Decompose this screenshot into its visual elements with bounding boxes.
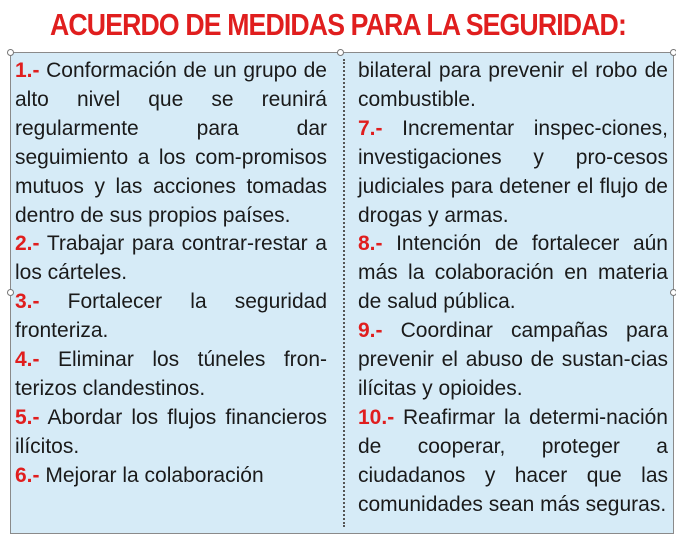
item-number: 8.-	[358, 232, 383, 256]
item-number: 1.-	[15, 59, 40, 82]
resize-handle-top-middle[interactable]	[337, 49, 344, 56]
list-item	[15, 462, 327, 491]
item-number: 9.-	[358, 319, 383, 343]
item-text: Incrementar inspec-ciones, investigaciones y pro-cesos judiciales para detener el flujo de drogas y armas.	[358, 116, 668, 227]
item-text: Reafirmar la determi-nación de cooperar, proteger a ciudadanos y hacer que las comunidades sean más seguras.	[358, 405, 668, 516]
agreement-box	[10, 52, 674, 534]
item-text: Trabajar para contrar-restar a los cárteles.	[15, 232, 327, 285]
item-text: Mejorar la colaboración	[45, 463, 264, 487]
page-title: ACUERDO DE MEDIDAS PARA LA SEGURIDAD:	[50, 7, 626, 42]
list-item	[15, 57, 327, 230]
item-number: 5.-	[15, 405, 40, 429]
list-item	[15, 288, 327, 346]
item-number: 10.-	[358, 405, 395, 429]
item-text: Coordinar campañas para prevenir el abuso de sustan-cias ilícitas y opioides.	[358, 319, 668, 400]
item-text: Fortalecer la seguridad fronteriza.	[15, 290, 327, 343]
item-number: 4.-	[15, 348, 40, 372]
item-number: 3.-	[15, 290, 40, 314]
item-number: 7.-	[358, 116, 383, 140]
item-text: bilateral para prevenir el robo de combustible.	[358, 59, 668, 111]
list-item	[15, 346, 327, 404]
item-text: Intención de fortalecer aún más la colaboración en materia de salud pública.	[358, 232, 668, 314]
item-text: Abordar los flujos financieros ilícitos.	[15, 405, 327, 458]
column-divider	[343, 59, 345, 527]
item-number: 6.-	[15, 463, 40, 487]
right-column	[358, 57, 668, 520]
item-text: Conformación de un grupo de alto nivel que se reunirá regularmente para dar seguimiento a los com-promisos mutuos y las acciones tomadas dentro de sus propios países.	[15, 59, 327, 227]
item-number: 2.-	[15, 232, 40, 256]
left-column	[15, 57, 327, 491]
list-item	[358, 317, 668, 404]
resize-handle-middle-left[interactable]	[7, 289, 14, 296]
list-item	[15, 230, 327, 288]
item-text: Eliminar los túneles fron-terizos clandestinos.	[15, 348, 328, 400]
resize-handle-middle-right[interactable]	[670, 289, 676, 296]
list-item	[358, 404, 668, 520]
list-item	[358, 230, 668, 317]
resize-handle-top-right[interactable]	[670, 49, 676, 56]
list-item	[15, 404, 327, 462]
resize-handle-top-left[interactable]	[7, 49, 14, 56]
list-item-continuation	[358, 57, 668, 115]
list-item	[358, 115, 668, 231]
